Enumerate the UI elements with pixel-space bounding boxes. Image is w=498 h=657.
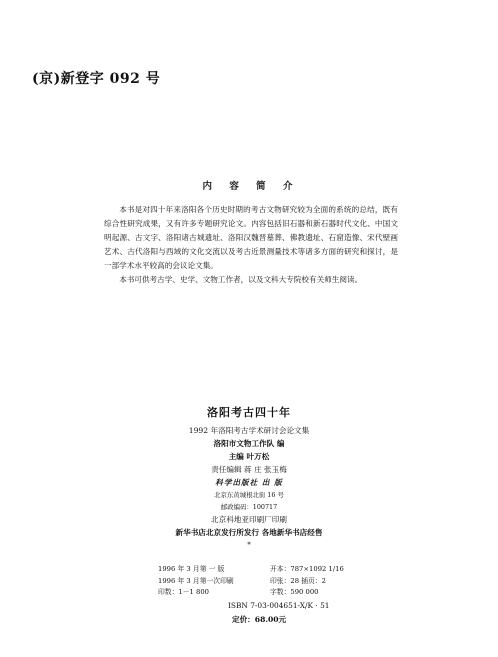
publication-license-number: (京)新登字 092 号 — [32, 71, 161, 87]
price: 定价：68.00元 — [232, 615, 287, 624]
spec-row — [158, 587, 388, 599]
distributor: 新华书店北京发行所发行 各地新华书店经售 — [175, 528, 323, 537]
summary-paragraph: 本书可供考古学、史学、文物工作者，以及文科大专院校有关师生阅读。 — [119, 275, 363, 284]
content-summary — [104, 178, 398, 287]
colophon — [150, 404, 348, 551]
spec-row — [158, 564, 388, 576]
separator-star: * — [247, 541, 251, 549]
summary-title: 内 容 简 介 — [202, 181, 300, 192]
postcode: 邮政编码：100717 — [220, 503, 278, 511]
book-title: 洛阳考古四十年 — [207, 406, 291, 419]
isbn: ISBN 7-03-004651-X/K · 51 — [228, 601, 330, 610]
publisher: 科学出版社 出 版 — [215, 478, 283, 487]
summary-paragraph: 本书是对四十年来洛阳各个历史时期的考古文物研究较为全面的系统的总结，既有综合性研究成果，又有许多专题研究论文。内容包括旧石器和新石器时代文化、中国文明起源、古文字、洛阳诸古城遗址、洛阳汉魏晋墓葬、佛教遗址、石窟造像、宋代壁画艺术、古代洛阳与西域的文化交流以及考古近景测量技术等诸多方面的研究和探讨，是一部学术水平较高的会议论文集。 — [104, 205, 398, 270]
responsible-editors: 责任编辑 蒋 庄 张玉梅 — [211, 465, 287, 474]
spec-left: 1996 年 3 月第一次印刷 — [158, 576, 234, 585]
printer: 北京科地亚印刷厂印刷 — [211, 515, 287, 524]
spec-left: 1996 年 3 月第 一 版 — [158, 565, 225, 573]
chief-editor: 主编 叶万松 — [228, 452, 270, 461]
spec-right: 字数：590 000 — [270, 588, 319, 596]
spec-left: 印数：1－1 800 — [158, 588, 209, 596]
publisher-address: 北京东黄城根北街 16 号 — [214, 491, 284, 499]
spec-row — [158, 576, 388, 588]
print-specifications — [158, 564, 388, 599]
spec-right: 印张：28 插页：2 — [270, 576, 326, 585]
book-subtitle: 1992 年洛阳考古学术研讨会论文集 — [188, 426, 310, 435]
spec-right: 开本：787×1092 1/16 — [270, 565, 344, 573]
compiler: 洛阳市文物工作队 编 — [213, 439, 285, 448]
